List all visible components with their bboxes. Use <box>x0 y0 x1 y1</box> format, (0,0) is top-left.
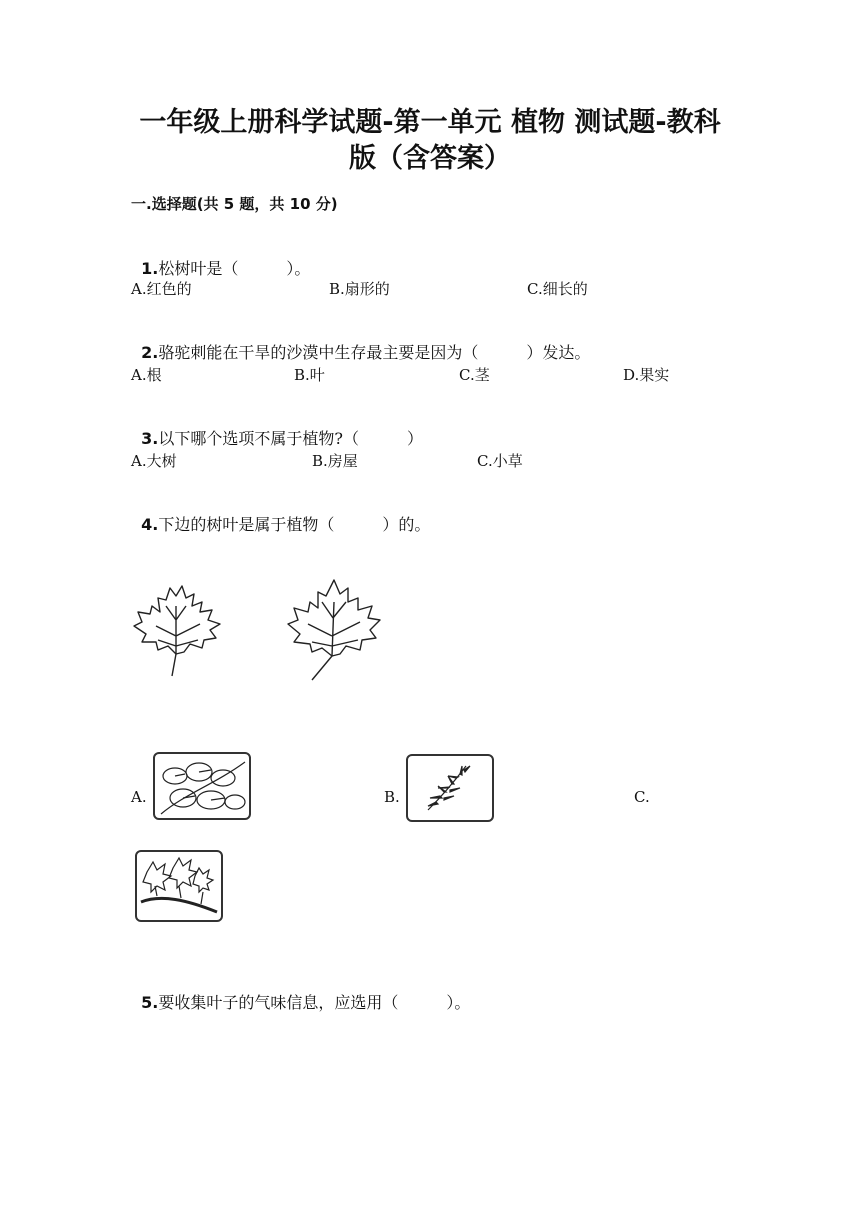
section-heading: 一.选择题(共 5 题，共 10 分) <box>131 195 338 213</box>
question-number: 3. <box>141 429 159 448</box>
question-5 <box>131 970 470 1014</box>
q3-option-c[interactable]: C.小草 <box>477 452 523 470</box>
question-text: 松树叶是（ ）。 <box>158 259 311 278</box>
question-number: 5. <box>141 993 159 1012</box>
q2-option-c[interactable]: C.茎 <box>459 366 490 384</box>
question-2 <box>131 320 590 364</box>
question-4 <box>131 492 430 536</box>
page-title-line2: 版（含答案） <box>349 143 511 174</box>
question-text: 下边的树叶是属于植物（ ）的。 <box>158 515 431 534</box>
maple-leaf-illustration-2 <box>282 576 388 686</box>
question-1 <box>131 236 310 280</box>
q4-option-a[interactable]: A. <box>131 788 147 806</box>
q1-option-a[interactable]: A.红色的 <box>131 280 192 298</box>
q4-option-b[interactable]: B. <box>384 788 400 806</box>
q2-option-a[interactable]: A.根 <box>131 366 162 384</box>
question-text: 骆驼刺能在干旱的沙漠中生存最主要是因为（ ）发达。 <box>158 343 591 362</box>
q1-option-c[interactable]: C.细长的 <box>527 280 588 298</box>
question-number: 1. <box>141 259 159 278</box>
question-text: 要收集叶子的气味信息，应选用（ ）。 <box>158 993 471 1012</box>
q4-option-c[interactable]: C. <box>634 788 650 806</box>
question-text: 以下哪个选项不属于植物?（ ） <box>158 429 423 448</box>
question-number: 2. <box>141 343 159 362</box>
q2-option-b[interactable]: B.叶 <box>294 366 325 384</box>
q2-option-d[interactable]: D.果实 <box>623 366 670 384</box>
q1-option-b[interactable]: B.扇形的 <box>329 280 390 298</box>
question-3 <box>131 406 423 450</box>
page-title-line1: 一年级上册科学试题-第一单元 植物 测试题-教科 <box>139 107 721 138</box>
q4-option-b-image[interactable] <box>406 754 494 822</box>
q3-option-b[interactable]: B.房屋 <box>312 452 358 470</box>
q4-option-a-image[interactable] <box>153 752 251 820</box>
q3-option-a[interactable]: A.大树 <box>131 452 177 470</box>
question-number: 4. <box>141 515 159 534</box>
maple-leaf-illustration-1 <box>128 576 228 686</box>
q4-option-c-image[interactable] <box>135 850 223 922</box>
